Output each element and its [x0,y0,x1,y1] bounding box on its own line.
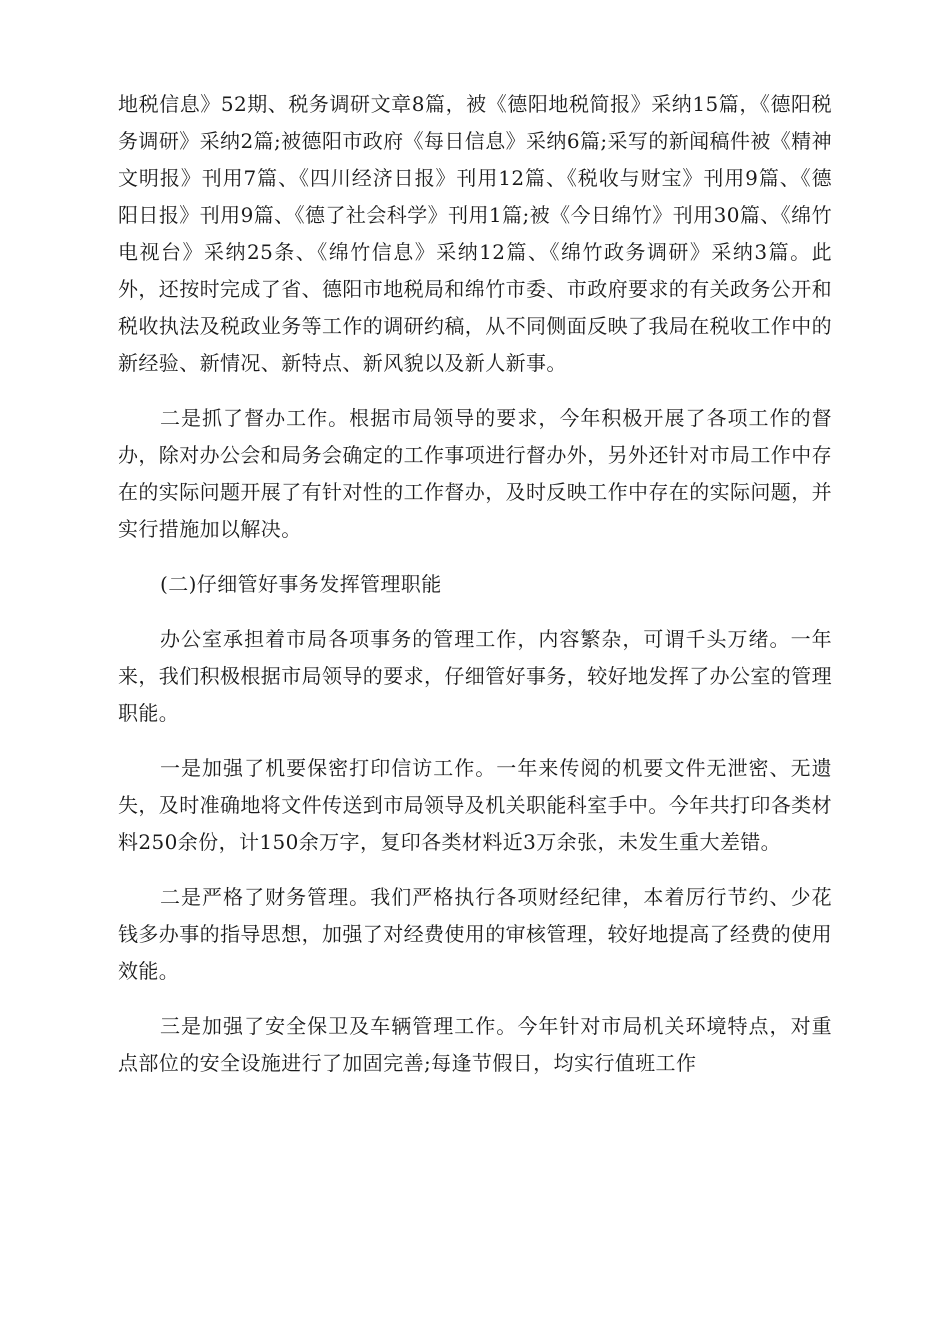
document-body [118,86,832,1100]
paragraph-continuation: 地税信息》52期、税务调研文章8篇，被《德阳地税简报》采纳15篇，《德阳税务调研》采纳2篇;被德阳市政府《每日信息》采纳6篇;采写的新闻稿件被《精神文明报》刊用7篇、《四川经济日报》刊用12篇、《税收与财宝》刊用9篇、《德阳日报》刊用9篇、《德了社会科学》刊用1篇;被《今日绵竹》刊用30篇、《绵竹电视台》采纳25条、《绵竹信息》采纳12篇、《绵竹政务调研》采纳3篇。此外，还按时完成了省、德阳市地税局和绵竹市委、市政府要求的有关政务公开和税收执法及税政业务等工作的调研约稿，从不同侧面反映了我局在税收工作中的新经验、新情况、新特点、新风貌以及新人新事。 [118,92,832,375]
section-heading: (二)仔细管好事务发挥管理职能 [160,572,442,596]
paragraph-confidential-printing: 一是加强了机要保密打印信访工作。一年来传阅的机要文件无泄密、无遗失，及时准确地将文件传送到市局领导及机关职能科室手中。今年共打印各类材料250余份，计150余万字，复印各类材料近3万余张，未发生重大差错。 [118,756,832,854]
paragraph-finance: 二是严格了财务管理。我们严格执行各项财经纪律，本着厉行节约、少花钱多办事的指导思想，加强了对经费使用的审核管理，较好地提高了经费的使用效能。 [118,885,832,983]
paragraph-supervision: 二是抓了督办工作。根据市局领导的要求，今年积极开展了各项工作的督办，除对办公会和局务会确定的工作事项进行督办外，另外还针对市局工作中存在的实际问题开展了有针对性的工作督办，及时反映工作中存在的实际问题，并实行措施加以解决。 [118,406,832,541]
paragraph-security-vehicles: 三是加强了安全保卫及车辆管理工作。今年针对市局机关环境特点，对重点部位的安全设施进行了加固完善;每逢节假日，均实行值班工作 [118,1014,832,1075]
paragraph-office-management: 办公室承担着市局各项事务的管理工作，内容繁杂，可谓千头万绪。一年来，我们积极根据市局领导的要求，仔细管好事务，较好地发挥了办公室的管理职能。 [118,627,832,725]
